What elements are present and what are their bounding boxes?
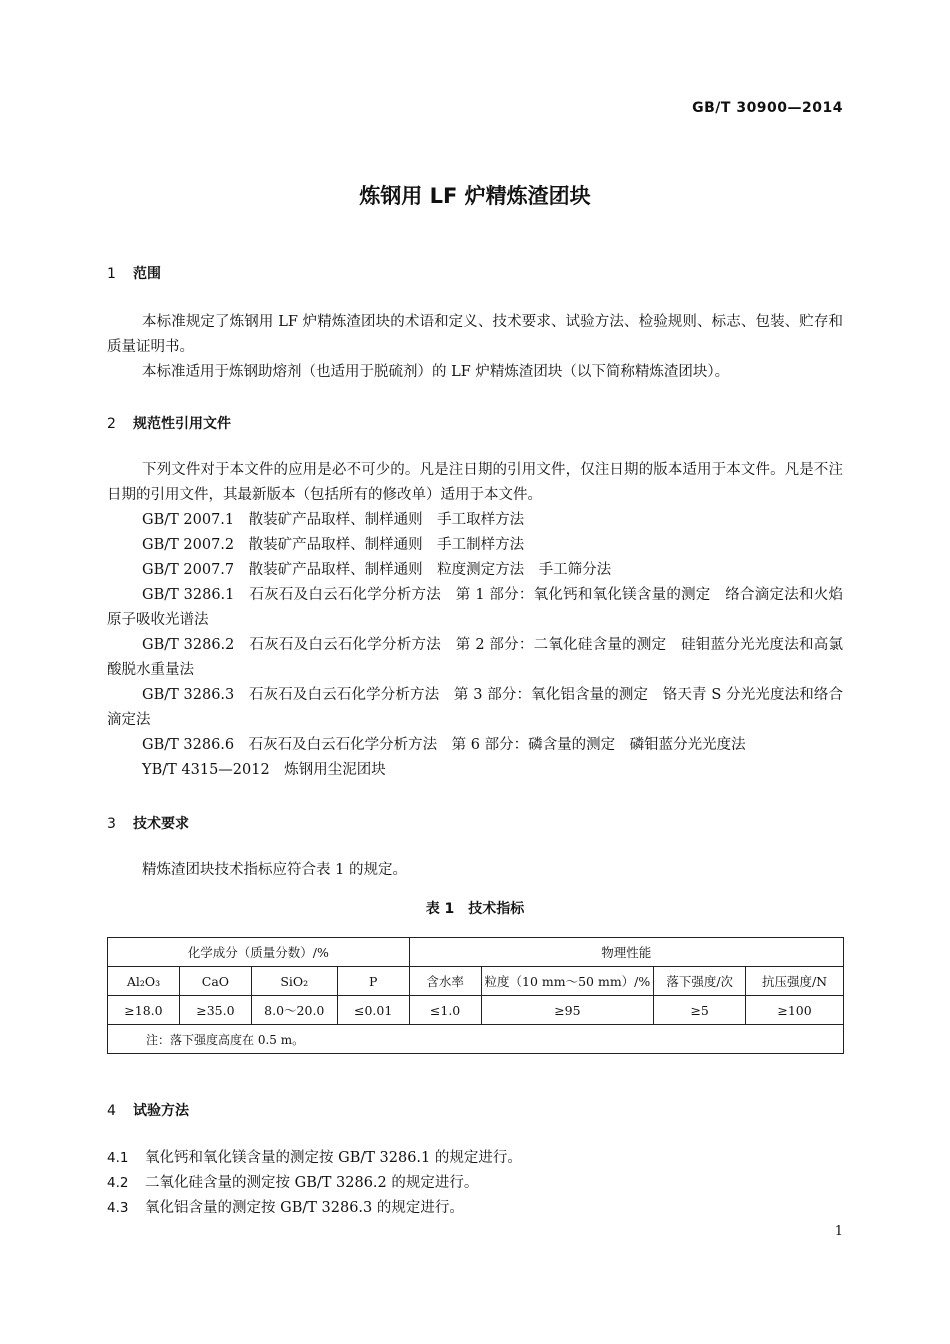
section-1-heading [107, 263, 161, 283]
table-cell: ≥5 [654, 996, 746, 1025]
paragraph: 下列文件对于本文件的应用是必不可少的。凡是注日期的引用文件，仅注日期的版本适用于本文件。凡是不注日期的引用文件，其最新版本（包括所有的修改单）适用于本文件。 [107, 462, 843, 503]
technical-spec-table [107, 937, 844, 1054]
section-1-body [107, 310, 843, 385]
table-cell: ≥95 [481, 996, 654, 1025]
section-number: 2 [107, 416, 116, 432]
page-number: 1 [834, 1224, 843, 1239]
method-text: 氧化铝含量的测定按 GB/T 3286.3 的规定进行。 [145, 1200, 464, 1216]
table-caption: 表 1 技术指标 [425, 901, 525, 917]
method-item [107, 1146, 522, 1171]
paragraph: 精炼渣团块技术指标应符合表 1 的规定。 [142, 862, 407, 878]
section-3-body [107, 858, 843, 883]
section-title: 规范性引用文件 [133, 416, 231, 432]
method-item [107, 1196, 464, 1221]
column-header: Al₂O₃ [108, 967, 180, 996]
column-header: SiO₂ [251, 967, 337, 996]
section-number: 3 [107, 816, 116, 832]
chemical-composition-header: 化学成分（质量分数）/% [108, 938, 410, 967]
column-header: 粒度（10 mm～50 mm）/% [481, 967, 654, 996]
column-header: CaO [179, 967, 251, 996]
section-title: 技术要求 [133, 816, 189, 832]
column-header: P [337, 967, 409, 996]
section-4-heading [107, 1100, 189, 1120]
reference-item: GB/T 2007.7 散装矿产品取样、制样通则 粒度测定方法 手工筛分法 [142, 562, 612, 578]
method-number: 4.2 [107, 1175, 129, 1191]
reference-item: YB/T 4315—2012 炼钢用尘泥团块 [142, 762, 386, 778]
paragraph: 本标准规定了炼钢用 LF 炉精炼渣团块的术语和定义、技术要求、试验方法、检验规则、标志、包装、贮存和质量证明书。 [107, 314, 843, 355]
table-cell: ≤0.01 [337, 996, 409, 1025]
section-number: 1 [107, 266, 116, 282]
table-row [108, 996, 844, 1025]
method-number: 4.3 [107, 1200, 129, 1216]
method-number: 4.1 [107, 1150, 129, 1166]
table-note-row [108, 1025, 844, 1054]
column-header: 抗压强度/N [746, 967, 844, 996]
table-cell: ≥18.0 [108, 996, 180, 1025]
section-title: 试验方法 [133, 1103, 189, 1119]
reference-item: GB/T 3286.6 石灰石及白云石化学分析方法 第 6 部分：磷含量的测定 磷钼蓝分光光度法 [142, 737, 746, 753]
reference-item: GB/T 3286.1 石灰石及白云石化学分析方法 第 1 部分：氧化钙和氧化镁含量的测定 络合滴定法和火焰原子吸收光谱法 [107, 587, 843, 628]
table-cell: ≤1.0 [409, 996, 481, 1025]
table-group-header-row [108, 938, 844, 967]
reference-item: GB/T 3286.2 石灰石及白云石化学分析方法 第 2 部分：二氧化硅含量的测定 硅钼蓝分光光度法和高氯酸脱水重量法 [107, 637, 843, 678]
physical-properties-header: 物理性能 [409, 938, 843, 967]
reference-item: GB/T 2007.2 散装矿产品取样、制样通则 手工制样方法 [142, 537, 525, 553]
table-column-header-row [108, 967, 844, 996]
reference-item: GB/T 2007.1 散装矿产品取样、制样通则 手工取样方法 [142, 512, 525, 528]
paragraph: 本标准适用于炼钢助熔剂（也适用于脱硫剂）的 LF 炉精炼渣团块（以下简称精炼渣团块）。 [142, 364, 730, 380]
table-cell: ≥35.0 [179, 996, 251, 1025]
section-3-heading [107, 813, 189, 833]
method-text: 氧化钙和氧化镁含量的测定按 GB/T 3286.1 的规定进行。 [145, 1150, 522, 1166]
section-title: 范围 [133, 266, 161, 282]
section-2-heading [107, 413, 231, 433]
column-header: 含水率 [409, 967, 481, 996]
document-title: 炼钢用 LF 炉精炼渣团块 [359, 184, 591, 208]
section-2-intro [107, 458, 843, 508]
table-cell: 8.0～20.0 [251, 996, 337, 1025]
table-cell: ≥100 [746, 996, 844, 1025]
section-number: 4 [107, 1103, 116, 1119]
reference-item: GB/T 3286.3 石灰石及白云石化学分析方法 第 3 部分：氧化铝含量的测定 铬天青 S 分光光度法和络合滴定法 [107, 687, 843, 728]
standard-number: GB/T 30900—2014 [692, 100, 843, 116]
column-header: 落下强度/次 [654, 967, 746, 996]
method-text: 二氧化硅含量的测定按 GB/T 3286.2 的规定进行。 [145, 1175, 479, 1191]
table-note: 注：落下强度高度在 0.5 m。 [108, 1025, 844, 1054]
method-item [107, 1171, 478, 1196]
